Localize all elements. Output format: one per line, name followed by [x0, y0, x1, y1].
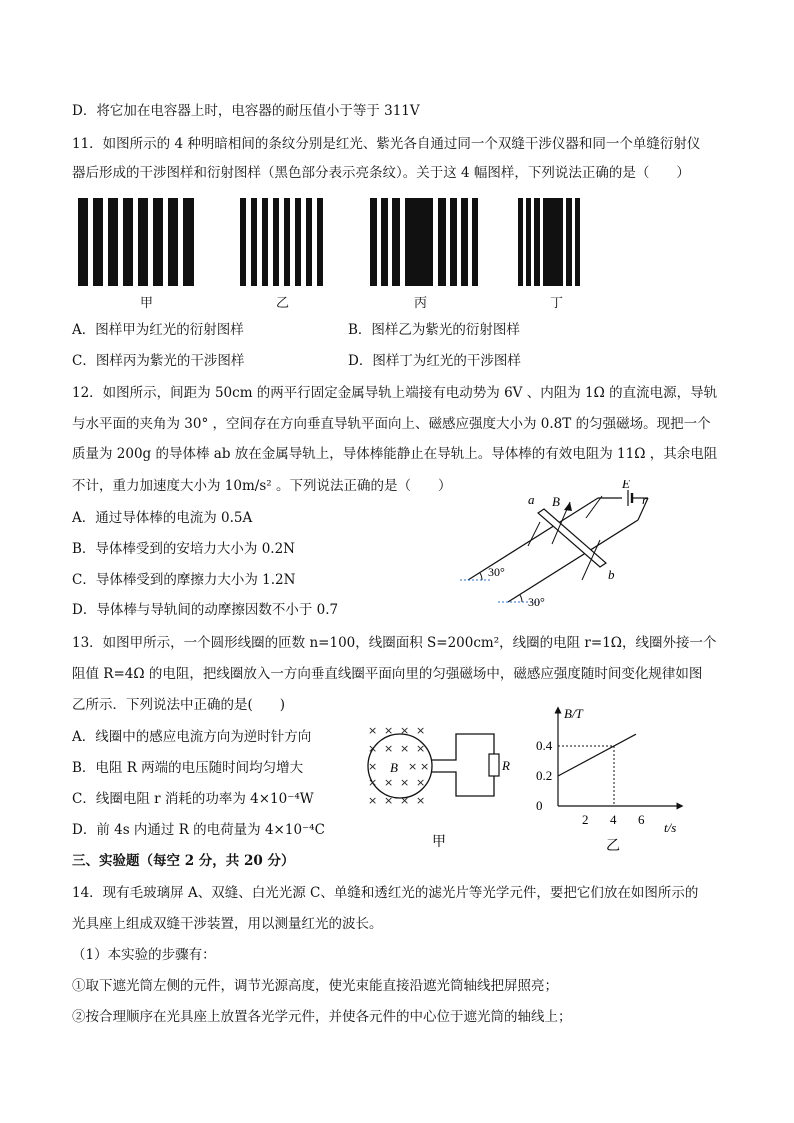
- section-3-title: 三、实验题（每空 2 分，共 20 分）: [72, 853, 295, 869]
- label-angle1: 30°: [488, 565, 505, 579]
- svg-text:×: ×: [416, 742, 426, 755]
- q12-option-a: A．通过导体棒的电流为 0.5A: [72, 510, 253, 526]
- q12-option-c: C．导体棒受到的摩擦力大小为 1.2N: [72, 572, 296, 588]
- pattern-ding: [518, 198, 580, 286]
- pattern-jia: [78, 198, 194, 286]
- caption-yi: 乙: [606, 838, 620, 852]
- svg-text:×: ×: [400, 724, 410, 737]
- q11-stem-line1: 11．如图所示的 4 种明暗相间的条纹分别是红光、紫光各自通过同一个双缝干涉仪器和同一个单缝衍射仪: [72, 136, 701, 152]
- q13-figure-yi-chart: [530, 702, 690, 852]
- label-R: R: [502, 758, 510, 773]
- label-bing: 丙: [414, 296, 428, 311]
- q14-step-1: ①取下遮光筒左侧的元件，调节光源高度，使光束能直接沿遮光筒轴线把屏照亮；: [72, 978, 558, 994]
- q13-option-d: D．前 4s 内通过 R 的电荷量为 4×10⁻⁴C: [72, 822, 325, 838]
- q12-stem-line1: 12．如图所示，间距为 50cm 的两平行固定金属导轨上端接有电动势为 6V 、内阻为 1Ω 的直流电源，导轨: [72, 385, 718, 401]
- label-B: B: [390, 760, 398, 775]
- label-jia: 甲: [140, 296, 154, 311]
- q13-stem-line2: 阻值 R=4Ω 的电阻，把线圈放入一方向垂直线圈平面向里的匀强磁场中，磁感应强度随时间变化规律如图: [72, 666, 703, 682]
- label-B: B: [552, 494, 560, 509]
- q13-option-c: C．线圈电阻 r 消耗的功率为 4×10⁻⁴W: [72, 791, 314, 807]
- q11-option-b: B．图样乙为紫光的衍射图样: [348, 322, 520, 338]
- q14-stem-line1: 14．现有毛玻璃屏 A、双缝、白光光源 C、单缝和透红光的滤光片等光学元件，要把它们放在如图所示的: [72, 885, 699, 901]
- q11-option-c: C．图样丙为紫光的干涉图样: [72, 353, 245, 369]
- label-r: r: [642, 492, 648, 507]
- q12-option-d: D．导体棒与导轨间的动摩擦因数不小于 0.7: [72, 602, 339, 618]
- x-tick-label: 2: [582, 812, 589, 827]
- q13-stem-line3: 乙所示．下列说法中正确的是( ): [72, 697, 286, 713]
- pattern-yi: [240, 198, 323, 286]
- svg-text:×: ×: [368, 776, 378, 789]
- svg-text:×: ×: [384, 794, 394, 807]
- q14-stem-line2: 光具座上组成双缝干涉装置，用以测量红光的波长。: [72, 916, 383, 932]
- label-yi: 乙: [276, 296, 290, 311]
- svg-text:×: ×: [408, 760, 418, 773]
- svg-text:×: ×: [400, 776, 410, 789]
- q11-stem-line2: 器后形成的干涉图样和衍射图样（黑色部分表示亮条纹）。关于这 4 幅图样，下列说法正确的是（ ）: [72, 165, 690, 181]
- svg-text:×: ×: [368, 794, 378, 807]
- q11-option-a: A．图样甲为红光的衍射图样: [72, 322, 244, 338]
- q12-option-b: B．导体棒受到的安培力大小为 0.2N: [72, 541, 295, 557]
- q12-stem-line4: 不计，重力加速度大小为 10m/s² 。下列说法正确的是（ ）: [72, 478, 452, 494]
- svg-text:×: ×: [416, 794, 426, 807]
- svg-text:×: ×: [416, 724, 426, 737]
- label-a: a: [528, 492, 535, 507]
- q13-option-b: B．电阻 R 两端的电压随时间均匀增大: [72, 760, 304, 776]
- q12-stem-line2: 与水平面的夹角为 30° ，空间存在方向垂直导轨平面向上、磁感应强度大小为 0.8T 的匀强磁场。现把一个: [72, 416, 711, 432]
- chart-ylabel: B/T: [564, 706, 583, 721]
- svg-text:×: ×: [420, 760, 430, 773]
- x-tick-label: 6: [638, 812, 645, 827]
- q13-option-a: A．线圈中的感应电流方向为逆时针方向: [72, 729, 312, 745]
- svg-text:×: ×: [400, 794, 410, 807]
- label-E: E: [622, 480, 630, 491]
- y-tick-label: 0.2: [536, 768, 553, 783]
- svg-text:×: ×: [384, 742, 394, 755]
- q14-step-title: （1）本实验的步骤有：: [72, 947, 216, 963]
- svg-text:×: ×: [368, 742, 378, 755]
- q10-option-d: D．将它加在电容器上时，电容器的耐压值小于等于 311V: [72, 103, 420, 119]
- svg-text:×: ×: [368, 760, 378, 773]
- y-tick-label: 0: [536, 798, 543, 813]
- label-angle2: 30°: [528, 595, 545, 609]
- svg-text:×: ×: [384, 724, 394, 737]
- pattern-bing: [370, 198, 478, 286]
- chart-xlabel: t/s: [664, 820, 677, 835]
- q12-stem-line3: 质量为 200g 的导体棒 ab 放在金属导轨上，导体棒能静止在导轨上。导体棒的有效电阻为 11Ω ，其余电阻: [72, 446, 718, 462]
- q12-rail-diagram: [460, 480, 670, 615]
- q13-figure-jia: [360, 718, 520, 858]
- q13-stem-line1: 13．如图甲所示，一个圆形线圈的匝数 n=100，线圈面积 S=200cm²，线圈的电阻 r=1Ω，线圈外接一个: [72, 635, 717, 651]
- q14-step-2: ②按合理顺序在光具座上放置各光学元件，并使各元件的中心位于遮光筒的轴线上；: [72, 1009, 572, 1025]
- q11-option-d: D．图样丁为红光的干涉图样: [348, 353, 521, 369]
- label-b: b: [608, 567, 615, 582]
- caption-jia: 甲: [432, 834, 446, 850]
- svg-text:×: ×: [400, 742, 410, 755]
- label-ding: 丁: [550, 296, 564, 311]
- series-line: [558, 734, 636, 776]
- svg-text:×: ×: [368, 724, 378, 737]
- x-tick-label: 4: [610, 812, 617, 827]
- y-tick-label: 0.4: [536, 738, 553, 753]
- svg-text:×: ×: [384, 776, 394, 789]
- svg-text:×: ×: [416, 776, 426, 789]
